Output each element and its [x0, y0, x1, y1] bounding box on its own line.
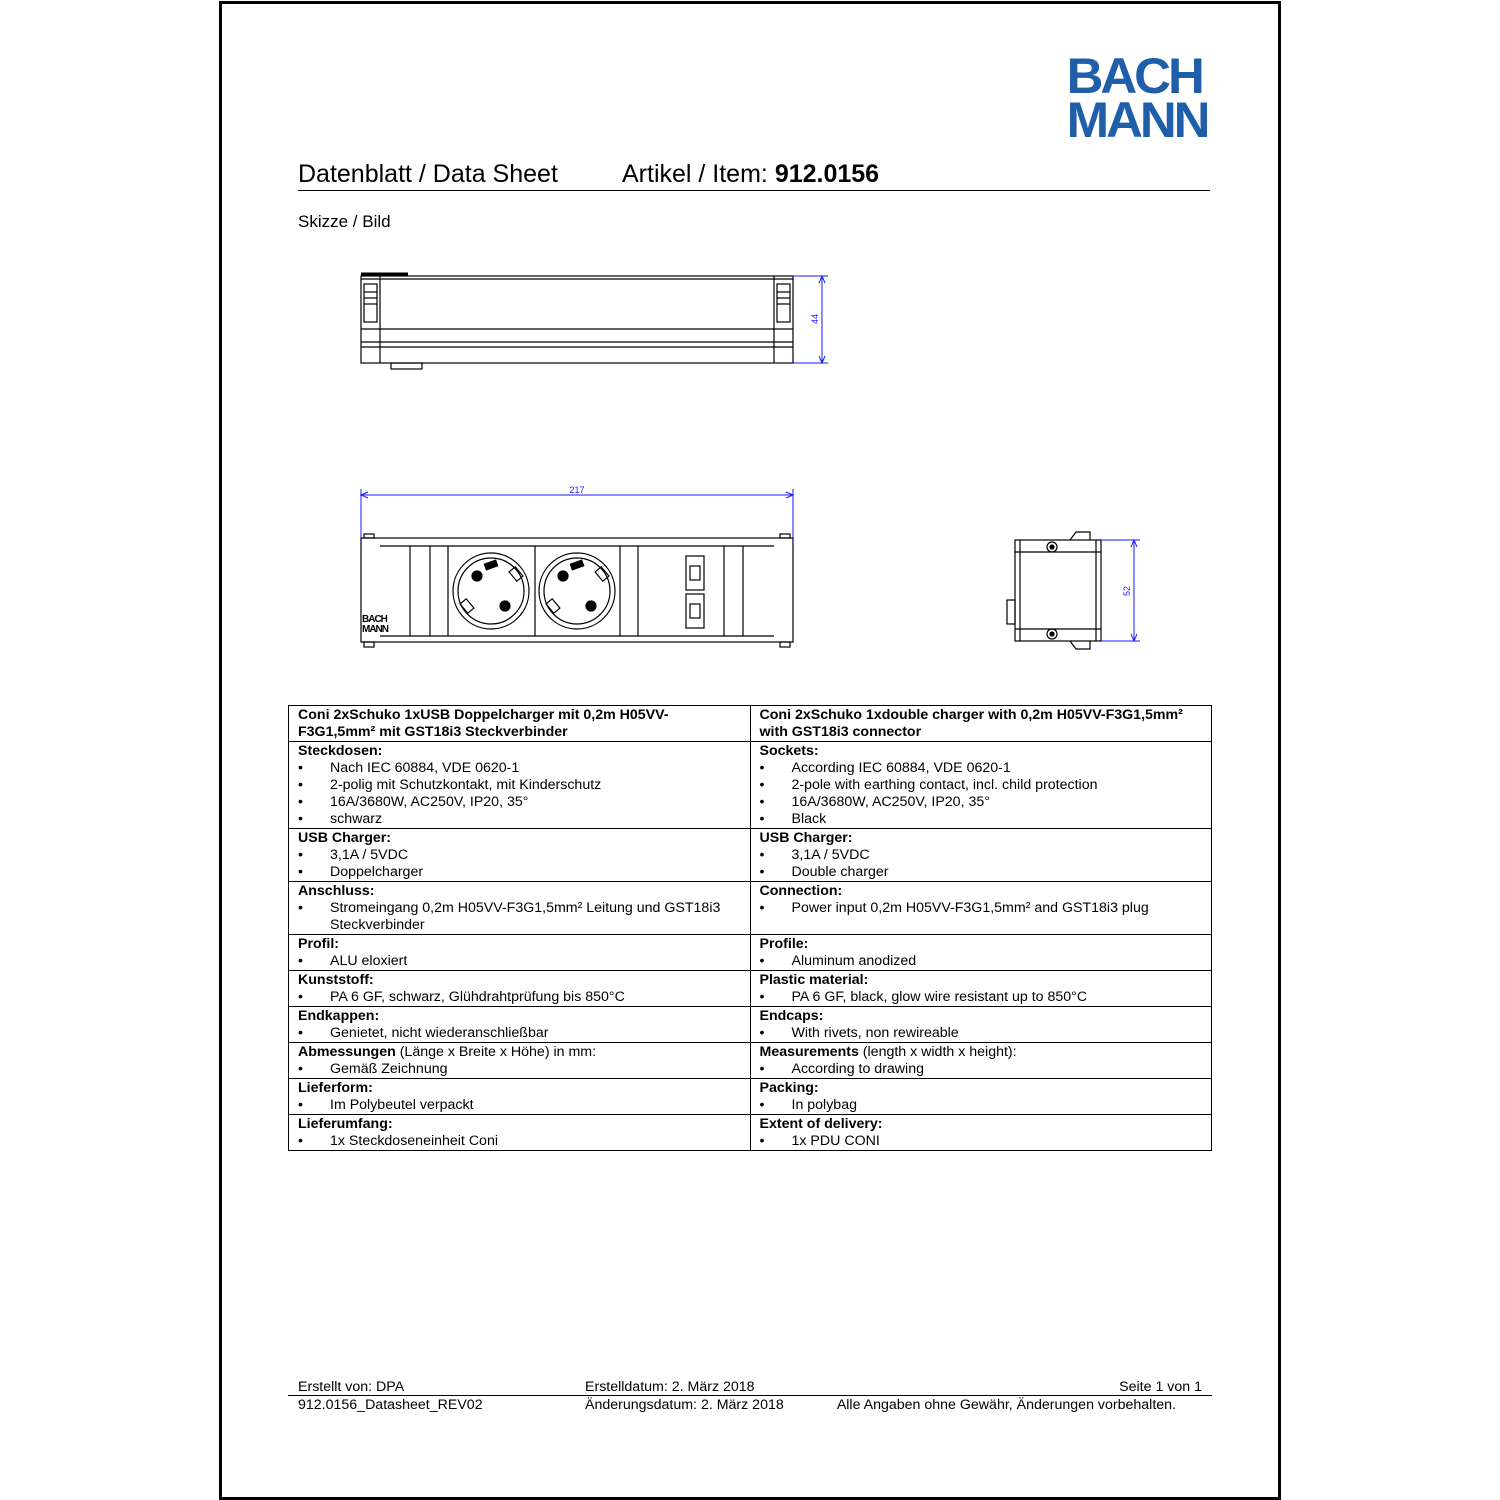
- spec-section-heading: [298, 1008, 742, 1025]
- spec-bullet-item: • In polybag: [760, 1097, 1204, 1114]
- spec-heading-text: Kunststoff:: [298, 972, 374, 988]
- spec-bullet-list: [760, 1025, 1204, 1042]
- spec-bullet-list: [298, 989, 742, 1006]
- spec-bullet-item: • 3,1A / 5VDC: [298, 847, 742, 864]
- spec-heading-suffix: (Länge x Breite x Höhe) in mm:: [395, 1044, 597, 1060]
- spec-row: [289, 742, 1212, 829]
- schuko-socket-1: [453, 553, 529, 629]
- spec-cell-english: [750, 935, 1212, 971]
- spec-heading-text: Steckdosen:: [298, 743, 383, 759]
- front-logo-line-1: BACH: [362, 614, 387, 625]
- spec-heading-text: USB Charger:: [759, 830, 853, 846]
- spec-heading-text: Endcaps:: [759, 1008, 824, 1024]
- document-title: Datenblatt / Data Sheet: [298, 160, 558, 188]
- spec-heading-text: Measurements: [759, 1044, 859, 1060]
- front-view-drawing: [361, 534, 793, 647]
- spec-bullet-list: [760, 847, 1204, 881]
- spec-bullet-list: [298, 1025, 742, 1042]
- spec-bullet-item: • PA 6 GF, black, glow wire resistant up to 850°C: [760, 989, 1204, 1006]
- spec-section-heading: [760, 1116, 1204, 1133]
- footer-created-by: Erstellt von: DPA: [298, 1379, 405, 1395]
- spec-bullet-item: • 1x Steckdoseneinheit Coni: [298, 1133, 742, 1150]
- spec-section-heading: [298, 1080, 742, 1097]
- spec-bullet-list: [760, 900, 1204, 917]
- spec-bullet-item: • Double charger: [760, 864, 1204, 881]
- spec-section-heading: [298, 1044, 742, 1061]
- footer-file-name: 912.0156_Datasheet_REV02: [298, 1397, 483, 1413]
- technical-drawings: [0, 0, 1500, 700]
- spec-bullet-list: [760, 1061, 1204, 1078]
- spec-bullet-item: • According IEC 60884, VDE 0620-1: [760, 760, 1204, 777]
- footer-page-number: Seite 1 von 1: [1119, 1379, 1202, 1395]
- spec-cell-german: [289, 1079, 751, 1115]
- spec-heading-text: Profile:: [759, 936, 809, 952]
- spec-cell-english: [750, 971, 1212, 1007]
- spec-bullet-item: • Black: [760, 811, 1204, 828]
- spec-cell-english: [750, 1079, 1212, 1115]
- spec-heading-text: Sockets:: [759, 743, 819, 759]
- spec-cell-english: [750, 882, 1212, 935]
- spec-cell-english: [750, 742, 1212, 829]
- spec-heading-suffix: (length x width x height):: [858, 1044, 1017, 1060]
- spec-row: [289, 1007, 1212, 1043]
- front-logo-line-2: MANN: [362, 624, 388, 635]
- spec-cell-english: [750, 706, 1212, 742]
- spec-row: [289, 1079, 1212, 1115]
- spec-bullet-list: [760, 989, 1204, 1006]
- spec-section-heading: [298, 883, 742, 900]
- spec-bullet-item: • Aluminum anodized: [760, 953, 1204, 970]
- spec-cell-german: [289, 882, 751, 935]
- spec-heading-text: Lieferumfang:: [298, 1116, 393, 1132]
- length-dimension: [361, 489, 793, 538]
- spec-cell-english: [750, 829, 1212, 882]
- spec-heading-text: Connection:: [759, 883, 843, 899]
- spec-section-heading: [760, 1044, 1204, 1061]
- spec-cell-german: [289, 742, 751, 829]
- footer-disclaimer: Alle Angaben ohne Gewähr, Änderungen vorbehalten.: [836, 1397, 1176, 1413]
- spec-section-heading: [760, 883, 1204, 900]
- spec-heading-text: Abmessungen: [298, 1044, 396, 1060]
- spec-cell-german: [289, 829, 751, 882]
- spec-bullet-item: • With rivets, non rewireable: [760, 1025, 1204, 1042]
- spec-bullet-item: • ALU eloxiert: [298, 953, 742, 970]
- product-title: [760, 707, 1204, 741]
- spec-bullet-list: [298, 1133, 742, 1150]
- spec-row: [289, 829, 1212, 882]
- spec-bullet-list: [760, 953, 1204, 970]
- spec-cell-german: [289, 1043, 751, 1079]
- spec-cell-german: [289, 1115, 751, 1151]
- spec-heading-text: Coni 2xSchuko 1xUSB Doppelcharger mit 0,2m H05VV-F3G1,5mm² mit GST18i3 Steckverbinder: [298, 707, 669, 740]
- spec-bullet-item: • 2-pole with earthing contact, incl. child protection: [760, 777, 1204, 794]
- spec-section-heading: [298, 972, 742, 989]
- spec-row: [289, 935, 1212, 971]
- spec-cell-german: [289, 706, 751, 742]
- spec-heading-text: Lieferform:: [298, 1080, 373, 1096]
- spec-bullet-item: • schwarz: [298, 811, 742, 828]
- schuko-socket-2: [539, 553, 615, 629]
- footer-changed-date: Änderungsdatum: 2. März 2018: [585, 1397, 784, 1413]
- spec-bullet-item: • PA 6 GF, schwarz, Glühdrahtprüfung bis 850°C: [298, 989, 742, 1006]
- spec-row: [289, 1115, 1212, 1151]
- length-dimension-value: 217: [569, 485, 585, 495]
- usb-charger-module: [686, 556, 704, 628]
- spec-heading-text: Coni 2xSchuko 1xdouble charger with 0,2m H05VV-F3G1,5mm² with GST18i3 connector: [759, 707, 1183, 740]
- spec-heading-text: Profil:: [298, 936, 339, 952]
- spec-bullet-list: [298, 847, 742, 881]
- logo-line-1: BACH: [1066, 48, 1202, 104]
- spec-section-heading: [760, 1080, 1204, 1097]
- spec-bullet-item: • 3,1A / 5VDC: [760, 847, 1204, 864]
- logo-line-2: MANN: [1066, 92, 1208, 148]
- spec-row: [289, 1043, 1212, 1079]
- spec-heading-text: Extent of delivery:: [759, 1116, 883, 1132]
- spec-bullet-list: [760, 1097, 1204, 1114]
- spec-row: [289, 882, 1212, 935]
- spec-heading-text: Endkappen:: [298, 1008, 380, 1024]
- spec-bullet-list: [760, 1133, 1204, 1150]
- width-dimension-value: 52: [1122, 585, 1132, 597]
- spec-bullet-list: [298, 900, 742, 934]
- spec-bullet-item: • Gemäß Zeichnung: [298, 1061, 742, 1078]
- spec-section-heading: [760, 936, 1204, 953]
- spec-title-row: [289, 706, 1212, 742]
- width-dimension: [1101, 540, 1140, 641]
- spec-bullet-list: [298, 760, 742, 828]
- spec-cell-german: [289, 1007, 751, 1043]
- footer-row-1: [288, 1378, 1212, 1396]
- spec-bullet-item: • 2-polig mit Schutzkontakt, mit Kinderschutz: [298, 777, 742, 794]
- spec-cell-german: [289, 935, 751, 971]
- spec-section-heading: [298, 936, 742, 953]
- spec-section-heading: [298, 743, 742, 760]
- document-footer: [288, 1378, 1212, 1413]
- spec-bullet-item: • According to drawing: [760, 1061, 1204, 1078]
- spec-section-heading: [760, 830, 1204, 847]
- specification-body: [289, 706, 1212, 1151]
- spec-section-heading: [298, 830, 742, 847]
- product-title: [298, 707, 742, 741]
- spec-bullet-item: • Power input 0,2m H05VV-F3G1,5mm² and GST18i3 plug: [760, 900, 1204, 917]
- sketch-label: Skizze / Bild: [298, 212, 391, 231]
- footer-created-date: Erstelldatum: 2. März 2018: [585, 1379, 755, 1395]
- spec-bullet-item: • Im Polybeutel verpackt: [298, 1097, 742, 1114]
- spec-bullet-item: • 1x PDU CONI: [760, 1133, 1204, 1150]
- spec-heading-text: Anschluss:: [298, 883, 375, 899]
- spec-row: [289, 971, 1212, 1007]
- spec-section-heading: [298, 1116, 742, 1133]
- spec-cell-english: [750, 1043, 1212, 1079]
- spec-bullet-list: [298, 1097, 742, 1114]
- spec-cell-english: [750, 1115, 1212, 1151]
- spec-bullet-list: [298, 1061, 742, 1078]
- spec-heading-text: Packing:: [759, 1080, 819, 1096]
- footer-row-2: [288, 1396, 1212, 1413]
- specification-table: [288, 705, 1212, 1151]
- spec-heading-text: USB Charger:: [298, 830, 392, 846]
- spec-section-heading: [760, 972, 1204, 989]
- spec-bullet-item: • Doppelcharger: [298, 864, 742, 881]
- spec-bullet-item: • Genietet, nicht wiederanschließbar: [298, 1025, 742, 1042]
- side-view-drawing: [1007, 532, 1101, 649]
- spec-section-heading: [760, 743, 1204, 760]
- spec-bullet-list: [298, 953, 742, 970]
- top-view-drawing: [361, 274, 793, 369]
- spec-bullet-item: • Nach IEC 60884, VDE 0620-1: [298, 760, 742, 777]
- spec-bullet-item: • Stromeingang 0,2m H05VV-F3G1,5mm² Leitung und GST18i3 Steckverbinder: [298, 900, 742, 934]
- spec-bullet-item: • 16A/3680W, AC250V, IP20, 35°: [298, 794, 742, 811]
- spec-bullet-list: [760, 760, 1204, 828]
- spec-cell-german: [289, 971, 751, 1007]
- height-dimension-value: 44: [810, 313, 820, 325]
- spec-heading-text: Plastic material:: [759, 972, 869, 988]
- spec-section-heading: [760, 1008, 1204, 1025]
- spec-bullet-item: • 16A/3680W, AC250V, IP20, 35°: [760, 794, 1204, 811]
- item-number: 912.0156: [774, 160, 880, 188]
- spec-cell-english: [750, 1007, 1212, 1043]
- item-label: Artikel / Item:: [622, 160, 775, 188]
